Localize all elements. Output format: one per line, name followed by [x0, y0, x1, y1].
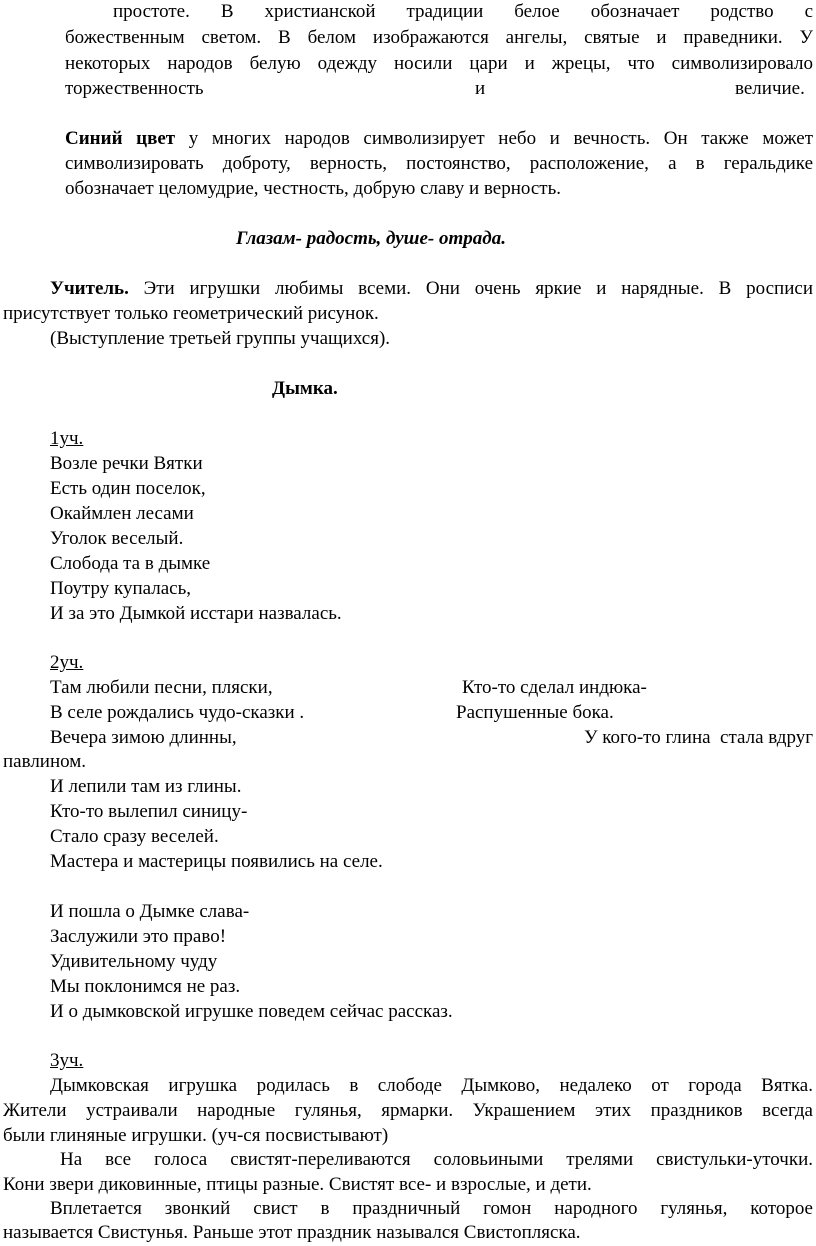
teacher-line-2: присутствует только геометрический рисунок.: [3, 303, 379, 324]
poem-line: Мы поклонимся не раз.: [50, 976, 241, 997]
teacher-line-1: [50, 277, 813, 302]
blue-term: Синий цвет: [65, 128, 176, 149]
poem-line: И за это Дымкой исстари назвалась.: [50, 603, 342, 624]
intro-line-1: простоте. В христианской традиции белое обозначает родство с: [113, 1, 813, 22]
poem-line-right: Распушенные бока.: [456, 702, 614, 723]
poem-line: И о дымковской игрушке поведем сейчас рассказ.: [50, 1001, 453, 1022]
poem-line: Окаймлен лесами: [50, 503, 194, 524]
blue-line-1-text: у многих народов символизирует небо и вечность. Он также может: [188, 128, 814, 149]
poem-line-left: Там любили песни, пляски,: [50, 677, 273, 698]
prose-line: На все голоса свистят-переливаются соловьиными трелями свистульки-уточки.: [60, 1149, 813, 1170]
intro-line-2: божественным светом. В белом изображаются ангелы, святые и праведники. У: [65, 27, 813, 48]
student-1-label: 1уч.: [50, 428, 84, 449]
prose-line: Дымковская игрушка родилась в слободе Дымково, недалеко от города Вятка.: [50, 1075, 813, 1096]
intro-line-4-word-3: величие.: [735, 78, 805, 99]
blue-paragraph-line-3: обозначает целомудрие, честность, добрую славу и верность.: [65, 178, 561, 199]
intro-line-4-word-1: торжественность: [65, 78, 204, 99]
poem-line-right: Кто-то сделал индюка-: [462, 677, 647, 698]
prose-line: Кони звери диковинные, птицы разные. Свистят все- и взрослые, и дети.: [3, 1174, 592, 1195]
poem-line: Мастера и мастерицы появились на селе.: [50, 851, 383, 872]
intro-line-3: некоторых народов белую одежду носили цари и жрецы, что символизировало: [65, 53, 813, 74]
poem-line-left: Вечера зимою длинны,: [50, 727, 237, 748]
poem-line: Уголок веселый.: [50, 528, 184, 549]
teacher-line-3: (Выступление третьей группы учащихся).: [50, 328, 391, 349]
prose-line: Вплетается звонкий свист в праздничный гомон народного гулянья, которое: [50, 1198, 813, 1219]
prose-line: называется Свистунья. Раньше этот праздник назывался Свистопляска.: [3, 1222, 581, 1243]
prose-line: Жители устраивали народные гулянья, ярмарки. Украшением этих праздников всегда: [3, 1100, 813, 1121]
poem-line: Возле речки Вятки: [50, 453, 203, 474]
poem-line: Поутру купалась,: [50, 578, 192, 599]
poem-line: И лепили там из глины.: [50, 776, 242, 797]
student-2-label: 2уч.: [50, 652, 84, 673]
student-3-label: 3уч.: [50, 1050, 84, 1071]
prose-line: были глиняные игрушки. (уч-ся посвистывают): [3, 1125, 389, 1146]
poem-line: Кто-то вылепил синицу-: [50, 801, 248, 822]
section-title: Дымка.: [272, 378, 338, 399]
blue-paragraph-line-1: [65, 127, 813, 152]
poem-line: Слобода та в дымке: [50, 553, 211, 574]
blue-paragraph-line-2: символизировать доброту, верность, постоянство, расположение, а в геральдике: [65, 153, 813, 174]
poem-line: Стало сразу веселей.: [50, 826, 219, 847]
poem-line: Есть один поселок,: [50, 478, 206, 499]
poem-line: Удивительному чуду: [50, 951, 218, 972]
intro-line-4-word-2: и: [475, 78, 486, 99]
poem-line-right: У кого-то глина стала вдруг: [584, 727, 813, 748]
poem-line-left: В селе рождались чудо-сказки .: [50, 702, 305, 723]
poem-line: Заслужили это право!: [50, 926, 227, 947]
teacher-line-1-text: Эти игрушки любимы всеми. Они очень яркие и нарядные. В росписи: [143, 278, 813, 299]
motto-heading: Глазам- радость, душе- отрада.: [236, 228, 506, 249]
poem-line-wrap: павлином.: [3, 751, 87, 772]
poem-line: И пошла о Дымке слава-: [50, 901, 250, 922]
teacher-label: Учитель.: [50, 278, 129, 299]
